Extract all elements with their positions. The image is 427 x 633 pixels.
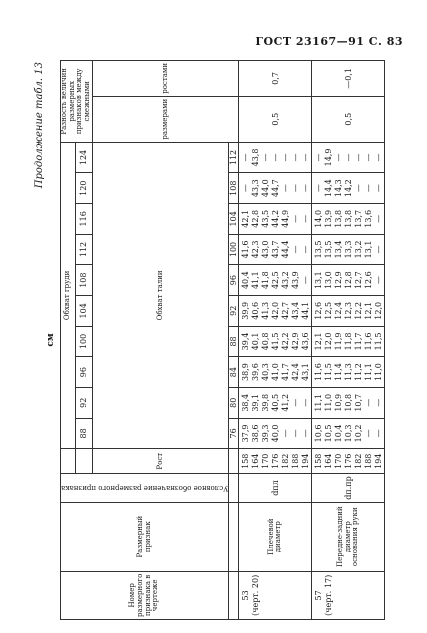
cell-value: 41,0	[271, 363, 281, 382]
cell-value: 11,6	[364, 332, 374, 351]
waist-value-100: 100	[229, 234, 239, 265]
cell-value: —	[291, 429, 301, 438]
cell-value: 11,2	[354, 363, 364, 382]
cell-value: 13,8	[334, 209, 344, 228]
height-value: 194	[301, 453, 311, 469]
height-value: 170	[334, 453, 344, 469]
height-value: 188	[291, 453, 301, 469]
row-symbol: dпл	[239, 474, 312, 502]
cell-value: 39,6	[251, 363, 261, 382]
diff-heights-value: —0,1	[312, 61, 385, 97]
cell-value: 40,1	[251, 332, 261, 351]
cell-value: 12,0	[374, 301, 384, 320]
waist-value-76: 76	[229, 418, 239, 449]
chest-value-104: 104	[75, 295, 92, 326]
unit-label: см	[46, 333, 56, 347]
cell-value: 37,9	[241, 424, 251, 443]
cell-value: —	[364, 429, 374, 438]
blank-cell	[229, 571, 239, 619]
cell-value: 11,3	[344, 363, 354, 382]
blank-cell	[229, 502, 239, 571]
cell-value: 43,5	[261, 209, 271, 228]
cell-value: 11,6	[314, 363, 324, 382]
value-column	[239, 418, 312, 449]
value-column	[312, 265, 385, 296]
cell-value: —	[344, 153, 354, 162]
cell-value: 14,0	[314, 209, 324, 228]
cell-value: —	[281, 153, 291, 162]
height-value: 182	[354, 453, 364, 469]
cell-value: 12,1	[314, 332, 324, 351]
gost-page-header: ГОСТ 23167—91 С. 83	[255, 35, 403, 48]
diff-sizes-value: 0,5	[239, 96, 312, 142]
cell-value: 13,3	[344, 240, 354, 259]
cell-value: 43,4	[291, 301, 301, 320]
row-number-cell	[312, 571, 385, 619]
cell-value: 41,1	[251, 271, 261, 290]
cell-value: —	[241, 153, 251, 162]
row-number: 53	[241, 590, 251, 601]
cell-value: —	[334, 153, 344, 162]
row-number: 57	[314, 590, 324, 601]
cell-value: 41,3	[261, 301, 271, 320]
cell-value: —	[314, 184, 324, 193]
row-name: Передне-задний диаметр основания руки	[312, 502, 385, 571]
value-column	[312, 142, 385, 173]
cell-value: 12,1	[364, 301, 374, 320]
row-ref: (черт. 17)	[324, 574, 334, 616]
cell-value: 42,2	[281, 332, 291, 351]
cell-value: 10,3	[344, 424, 354, 443]
rotated-table-block	[30, 60, 390, 620]
cell-value: 44,2	[271, 209, 281, 228]
value-column	[312, 387, 385, 418]
chest-value-92: 92	[75, 387, 92, 418]
cell-value: 42,0	[271, 301, 281, 320]
col-header-waist: Обхват талии	[92, 142, 228, 449]
waist-value-80: 80	[229, 387, 239, 418]
cell-value: 10,7	[354, 393, 364, 412]
value-column	[239, 357, 312, 388]
height-value: 164	[251, 453, 261, 469]
cell-value: 42,1	[241, 209, 251, 228]
chest-value-96: 96	[75, 357, 92, 388]
blank-cell	[229, 449, 239, 474]
cell-value: —	[241, 184, 251, 193]
cell-value: —	[354, 184, 364, 193]
header-row-1	[61, 61, 76, 620]
col-header-name: Размерный признак	[61, 502, 229, 571]
row-name: Плечевой диаметр	[239, 502, 312, 571]
cell-value: 43,8	[251, 148, 261, 167]
cell-value: 14,2	[344, 179, 354, 198]
value-column	[239, 234, 312, 265]
cell-value: 12,6	[364, 271, 374, 290]
cell-value: 40,0	[271, 424, 281, 443]
cell-value: 10,5	[324, 424, 334, 443]
col-header-chest: Обхват груди	[61, 142, 76, 449]
cell-value: —	[374, 214, 384, 223]
cell-value: 42,8	[251, 209, 261, 228]
col-header-height-blank-2	[75, 449, 92, 474]
cell-value: —	[301, 184, 311, 193]
value-column	[239, 173, 312, 204]
waist-value-88: 88	[229, 326, 239, 357]
cell-value: —	[301, 429, 311, 438]
cell-value: 11,0	[324, 393, 334, 412]
cell-value: 43,3	[251, 179, 261, 198]
cell-value: —	[281, 429, 291, 438]
cell-value: —	[291, 398, 301, 407]
cell-value: 13,2	[354, 240, 364, 259]
cell-value: 42,5	[271, 271, 281, 290]
cell-value: 10,8	[344, 393, 354, 412]
cell-value: 14,9	[324, 148, 334, 167]
cell-value: 39,9	[241, 301, 251, 320]
cell-value: 44,4	[281, 240, 291, 259]
waist-value-104: 104	[229, 204, 239, 235]
table-caption: Продолжение табл. 13	[34, 62, 45, 189]
cell-value: 11,1	[314, 393, 324, 412]
cell-value: —	[301, 276, 311, 285]
cell-value: 42,4	[291, 363, 301, 382]
cell-value: —	[354, 153, 364, 162]
cell-value: —	[291, 245, 301, 254]
cell-value: 41,6	[241, 240, 251, 259]
cell-value: 43,0	[261, 240, 271, 259]
chest-value-108: 108	[75, 265, 92, 296]
cell-value: 13,5	[314, 240, 324, 259]
cell-value: 39,1	[251, 393, 261, 412]
cell-value: 40,5	[271, 393, 281, 412]
cell-value: 11,9	[334, 332, 344, 351]
dimensions-table	[60, 60, 385, 620]
cell-value: 43,1	[301, 363, 311, 382]
value-column	[312, 418, 385, 449]
value-column	[312, 234, 385, 265]
table-row	[239, 61, 312, 620]
cell-value: 10,6	[314, 424, 324, 443]
cell-value: 10,4	[334, 424, 344, 443]
cell-value: 40,4	[241, 271, 251, 290]
cell-value: 11,4	[334, 363, 344, 382]
header-row-4	[229, 61, 239, 620]
cell-value: 14,4	[324, 179, 334, 198]
cell-value: 38,9	[241, 363, 251, 382]
cell-value: 43,9	[291, 271, 301, 290]
cell-value: 42,9	[291, 332, 301, 351]
cell-value: 41,7	[281, 363, 291, 382]
height-value: 176	[271, 453, 281, 469]
waist-value-108: 108	[229, 173, 239, 204]
cell-value: 12,8	[344, 271, 354, 290]
cell-value: —	[364, 398, 374, 407]
value-column	[312, 204, 385, 235]
diff-sizes-value: 0,5	[312, 96, 385, 142]
cell-value: —	[281, 184, 291, 193]
cell-value: 10,2	[354, 424, 364, 443]
chest-value-88: 88	[75, 418, 92, 449]
cell-value: 41,5	[271, 332, 281, 351]
col-header-number: Номер размерного признака в чертеже	[61, 571, 229, 619]
cell-value: 12,7	[354, 271, 364, 290]
cell-value: 13,1	[314, 271, 324, 290]
cell-value: 12,9	[334, 271, 344, 290]
cell-value: —	[271, 153, 281, 162]
cell-value: 11,8	[344, 332, 354, 351]
height-value: 158	[241, 453, 251, 469]
cell-value: 13,0	[324, 271, 334, 290]
col-header-symbol-text: Условное обозначение размерного признака	[61, 484, 229, 492]
cell-value: 38,6	[251, 424, 261, 443]
cell-value: 12,6	[314, 301, 324, 320]
cell-value: 41,8	[261, 271, 271, 290]
height-value: 164	[324, 453, 334, 469]
cell-value: —	[301, 245, 311, 254]
height-value: 158	[314, 453, 324, 469]
cell-value: 11,0	[374, 363, 384, 382]
cell-value: 12,0	[324, 332, 334, 351]
row-symbol: dп.пр	[312, 474, 385, 502]
cell-value: 42,7	[281, 301, 291, 320]
height-value: 170	[261, 453, 271, 469]
cell-value: 43,2	[281, 271, 291, 290]
height-value: 188	[364, 453, 374, 469]
cell-value: 39,3	[261, 424, 271, 443]
cell-value: 13,8	[344, 209, 354, 228]
value-column	[312, 357, 385, 388]
cell-value: 40,6	[251, 301, 261, 320]
table-row	[312, 61, 385, 620]
cell-value: —	[364, 184, 374, 193]
row-number-cell	[239, 571, 312, 619]
value-column	[239, 295, 312, 326]
cell-value: 38,4	[241, 393, 251, 412]
cell-value: 13,7	[354, 209, 364, 228]
cell-value: 13,5	[324, 240, 334, 259]
value-column	[239, 142, 312, 173]
height-value: 194	[374, 453, 384, 469]
blank-cell	[229, 474, 239, 502]
cell-value: 12,4	[334, 301, 344, 320]
cell-value: —	[301, 214, 311, 223]
col-header-height-blank	[61, 449, 76, 474]
cell-value: —	[374, 245, 384, 254]
cell-value: —	[374, 184, 384, 193]
cell-value: 41,2	[281, 393, 291, 412]
value-column	[239, 265, 312, 296]
cell-value: —	[291, 214, 301, 223]
cell-value: 10,9	[334, 393, 344, 412]
cell-value: 13,4	[334, 240, 344, 259]
cell-value: 11,7	[354, 332, 364, 351]
cell-value: 11,5	[324, 363, 334, 382]
chest-value-120: 120	[75, 173, 92, 204]
col-header-diff: Разность величин размерных признаков между смежными	[61, 61, 93, 143]
waist-value-92: 92	[229, 295, 239, 326]
chest-value-112: 112	[75, 234, 92, 265]
value-column	[312, 173, 385, 204]
value-column	[239, 204, 312, 235]
cell-value: 44,0	[261, 179, 271, 198]
chest-value-124: 124	[75, 142, 92, 173]
value-column	[312, 295, 385, 326]
cell-value: —	[301, 398, 311, 407]
cell-value: 44,7	[271, 179, 281, 198]
cell-value: —	[374, 153, 384, 162]
value-column	[312, 326, 385, 357]
cell-value: —	[364, 153, 374, 162]
heights-cell	[239, 449, 312, 474]
value-column	[239, 326, 312, 357]
cell-value: 12,2	[354, 301, 364, 320]
cell-value: 44,1	[301, 301, 311, 320]
cell-value: 14,3	[334, 179, 344, 198]
cell-value: —	[374, 276, 384, 285]
col-header-height: Рост	[92, 449, 228, 474]
cell-value: 13,9	[324, 209, 334, 228]
diff-heights-value: 0,7	[239, 61, 312, 97]
col-header-diff-sizes: размерами	[92, 96, 239, 142]
waist-value-112: 112	[229, 142, 239, 173]
cell-value: —	[291, 153, 301, 162]
cell-value: 11,5	[374, 332, 384, 351]
height-value: 176	[344, 453, 354, 469]
chest-value-100: 100	[75, 326, 92, 357]
value-column	[239, 387, 312, 418]
cell-value: 39,4	[241, 332, 251, 351]
cell-value: 44,9	[281, 209, 291, 228]
cell-value: 43,7	[271, 240, 281, 259]
cell-value: 39,8	[261, 393, 271, 412]
cell-value: 40,8	[261, 332, 271, 351]
cell-value: —	[314, 153, 324, 162]
cell-value: 12,5	[324, 301, 334, 320]
cell-value: —	[261, 153, 271, 162]
waist-value-84: 84	[229, 357, 239, 388]
cell-value: —	[374, 398, 384, 407]
height-value: 182	[281, 453, 291, 469]
cell-value: 42,3	[251, 240, 261, 259]
cell-value: —	[301, 153, 311, 162]
cell-value: —	[291, 184, 301, 193]
col-header-diff-heights: ростами	[92, 61, 239, 97]
cell-value: 11,1	[364, 363, 374, 382]
cell-value: 40,3	[261, 363, 271, 382]
cell-value: 13,6	[364, 209, 374, 228]
cell-value: 13,1	[364, 240, 374, 259]
chest-value-116: 116	[75, 204, 92, 235]
row-ref: (черт. 20)	[251, 574, 261, 616]
cell-value: —	[374, 429, 384, 438]
cell-value: 12,3	[344, 301, 354, 320]
col-header-symbol	[61, 474, 229, 502]
heights-cell	[312, 449, 385, 474]
waist-value-96: 96	[229, 265, 239, 296]
cell-value: 43,6	[301, 332, 311, 351]
page-header	[0, 0, 427, 60]
